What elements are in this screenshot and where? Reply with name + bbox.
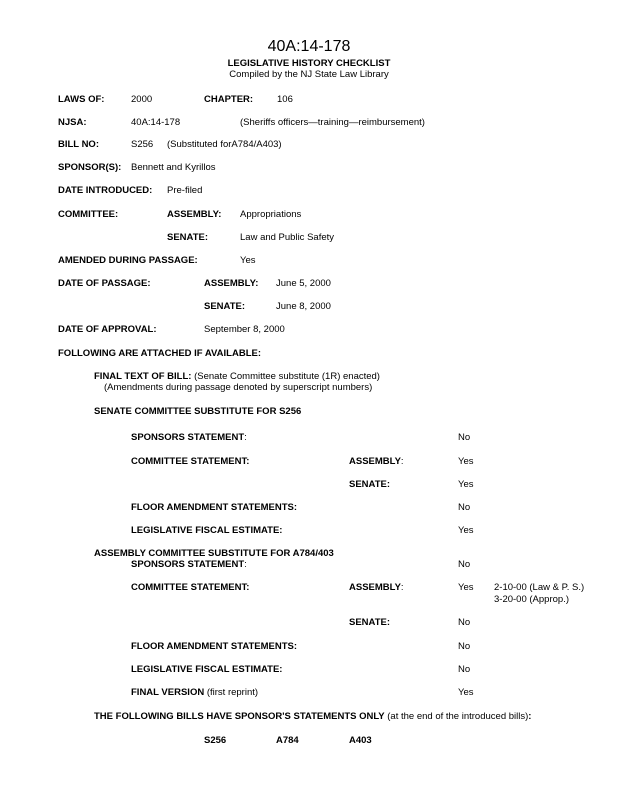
passage-senate-value: June 8, 2000 (276, 301, 331, 312)
ss-senate-label: SENATE: (349, 479, 390, 490)
sponsors-label: SPONSOR(S): (58, 162, 122, 173)
as-floor-label: FLOOR AMENDMENT STATEMENTS: (131, 641, 298, 652)
following-bills-line (94, 711, 531, 723)
bill-no-note: (Substituted forA784/A403) (167, 139, 282, 150)
as-fiscal-value: No (458, 664, 471, 675)
committee-senate-label: SENATE: (167, 232, 208, 243)
committee-senate-value: Law and Public Safety (240, 232, 335, 243)
as-assembly-value: Yes (458, 582, 474, 593)
date-of-approval-label: DATE OF APPROVAL: (58, 324, 157, 335)
as-assembly-colon: : (400, 582, 404, 593)
as-sponsors-statement (131, 559, 247, 571)
following-bills-note: (at the end of the introduced bills) (384, 711, 529, 722)
laws-of-label: LAWS OF: (58, 94, 105, 105)
njsa-value: 40A:14-178 (131, 117, 181, 128)
as-sponsors-value: No (458, 559, 471, 570)
as-sponsors-label: SPONSORS STATEMENT (131, 559, 245, 570)
compiled-by: Compiled by the NJ State Law Library (229, 69, 389, 80)
as-senate-value: No (458, 617, 471, 628)
bill-a403: A403 (349, 735, 372, 746)
date-introduced-label: DATE INTRODUCED: (58, 185, 153, 196)
committee-assembly-label: ASSEMBLY: (167, 209, 222, 220)
njsa-description: (Sheriffs officers—training—reimbursement) (240, 117, 425, 128)
ss-committee-assembly (349, 456, 404, 468)
ss-floor-value: No (458, 502, 471, 513)
passage-assembly-label: ASSEMBLY: (204, 278, 259, 289)
ss-assembly-colon: : (400, 456, 404, 467)
as-assembly-note-2: 3-20-00 (Approp.) (494, 594, 569, 605)
ss-sponsors-label: SPONSORS STATEMENT (131, 432, 245, 443)
ss-fiscal-value: Yes (458, 525, 474, 536)
as-sponsors-colon: : (244, 559, 247, 570)
ss-assembly-value: Yes (458, 456, 474, 467)
as-committee-assembly (349, 582, 404, 594)
date-of-passage-label: DATE OF PASSAGE: (58, 278, 151, 289)
date-of-approval-value: September 8, 2000 (204, 324, 285, 335)
bill-a784: A784 (276, 735, 299, 746)
document-title: 40A:14-178 (267, 38, 351, 55)
amended-label: AMENDED DURING PASSAGE: (58, 255, 198, 266)
as-assembly-note-1: 2-10-00 (Law & P. S.) (494, 582, 585, 593)
ss-sponsors-colon: : (244, 432, 247, 443)
date-introduced-value: Pre-filed (167, 185, 203, 196)
bill-s256: S256 (204, 735, 227, 746)
passage-senate-label: SENATE: (204, 301, 245, 312)
as-fiscal-label: LEGISLATIVE FISCAL ESTIMATE: (131, 664, 283, 675)
final-text-value: (Senate Committee substitute (1R) enacted) (191, 371, 380, 382)
as-final-version (131, 687, 258, 699)
assembly-sub-heading: ASSEMBLY COMMITTEE SUBSTITUTE FOR A784/403 (94, 548, 334, 559)
ss-committee-label: COMMITTEE STATEMENT: (131, 456, 250, 467)
ss-sponsors-value: No (458, 432, 471, 443)
final-text-label: FINAL TEXT OF BILL: (94, 371, 192, 382)
as-floor-value: No (458, 641, 471, 652)
ss-assembly-label: ASSEMBLY (349, 456, 401, 467)
ss-fiscal-label: LEGISLATIVE FISCAL ESTIMATE: (131, 525, 283, 536)
amended-value: Yes (240, 255, 256, 266)
following-bills-colon: : (528, 711, 532, 722)
committee-label: COMMITTEE: (58, 209, 119, 220)
bill-no-value: S256 (131, 139, 154, 150)
as-assembly-label: ASSEMBLY (349, 582, 401, 593)
following-bills-label: THE FOLLOWING BILLS HAVE SPONSOR'S STATEMENTS ONLY (94, 711, 385, 722)
njsa-label: NJSA: (58, 117, 87, 128)
as-final-paren: (first reprint) (204, 687, 259, 698)
ss-floor-label: FLOOR AMENDMENT STATEMENTS: (131, 502, 298, 513)
as-final-label: FINAL VERSION (131, 687, 205, 698)
committee-assembly-value: Appropriations (240, 209, 302, 220)
passage-assembly-value: June 5, 2000 (276, 278, 331, 289)
final-text-note: (Amendments during passage denoted by superscript numbers) (104, 382, 373, 393)
chapter-value: 106 (277, 94, 293, 105)
senate-sub-heading: SENATE COMMITTEE SUBSTITUTE FOR S256 (94, 406, 302, 417)
as-final-value: Yes (458, 687, 474, 698)
as-committee-label: COMMITTEE STATEMENT: (131, 582, 250, 593)
chapter-label: CHAPTER: (204, 94, 254, 105)
attached-heading: FOLLOWING ARE ATTACHED IF AVAILABLE: (58, 348, 261, 359)
laws-of-value: 2000 (131, 94, 153, 105)
ss-senate-value: Yes (458, 479, 474, 490)
ss-sponsors-statement (131, 432, 247, 444)
sponsors-value: Bennett and Kyrillos (131, 162, 216, 173)
bill-no-label: BILL NO: (58, 139, 99, 150)
as-senate-label: SENATE: (349, 617, 390, 628)
document-subtitle: LEGISLATIVE HISTORY CHECKLIST (227, 58, 391, 69)
